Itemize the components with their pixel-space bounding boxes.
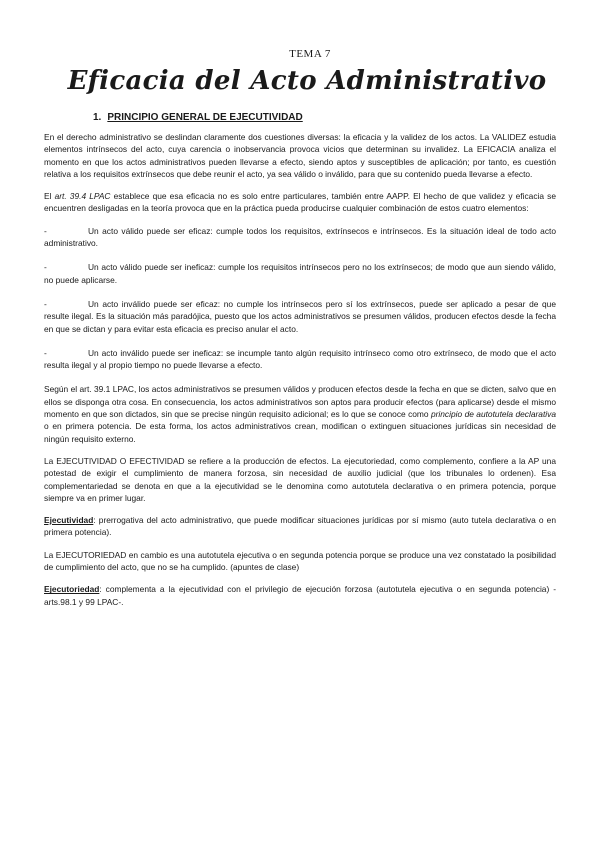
paragraph-text: establece que esa eficacia no es solo entre particulares, también entre AAPP. El hecho de que validez y eficacia se encuentren desligadas en la teoría provoca que en la práctica pueda producirse cualquier combinación de estos cuatro elementos: — [44, 191, 556, 214]
italic-term: principio de autotutela declarativa — [430, 409, 556, 420]
definition-text: : complementa a la ejecutividad con el privilegio de ejecución forzosa (autotutela ejecutiva o en segunda potencia) - arts.98.1 y 99 LPAC-. — [44, 584, 556, 607]
section-number: 1. — [93, 112, 102, 123]
paragraph-text: El — [44, 191, 55, 202]
bullet-dash: - — [44, 225, 47, 236]
bullet-dash: - — [44, 262, 47, 273]
list-item-text: Un acto inválido puede ser eficaz: no cumple los intrínsecos pero sí los extrínsecos, puede ser aplicado a pesar de que resulte ilegal. Es la situación más paradójica, puesto que los actos administrativos se presumen válidos, producen efectos desde la fecha en que se dictan y para evitar esta eficacia es preciso anular el acto. — [44, 298, 556, 334]
paragraph-intro: En el derecho administrativo se deslindan claramente dos cuestiones diversas: la eficacia y la validez de los actos. La VALIDEZ estudia elementos intrínsecos del acto, cuya carencia o inobservancia provoca vicios que determinan su invalidez. La EFICACIA analiza el momento en que los actos administrativos pueden llevarse a efecto, siendo aptos y susceptibles de aplicación; por tanto, es cuestión relativa a los requisitos extrínsecos que debe reunir el acto, ya sea válido o inválido, para que su contenido pueda llevarse a efecto. — [44, 132, 556, 179]
definition-term: Ejecutoriedad — [44, 584, 100, 595]
definition-term: Ejecutividad — [44, 515, 94, 526]
section-heading — [93, 112, 556, 123]
definition-text: : prerrogativa del acto administrativo, que puede modificar situaciones jurídicas por sí mismo (auto tutela declarativa o en primera potencia). — [44, 515, 556, 538]
section-title: PRINCIPIO GENERAL DE EJECUTIVIDAD — [107, 112, 303, 123]
page-title: Eficacia del Acto Administrativo — [67, 66, 547, 96]
list-item — [44, 225, 556, 250]
paragraph-art-39-1 — [44, 383, 556, 444]
paragraph-ejecutoriedad: La EJECUTORIEDAD en cambio es una autotutela ejecutiva o en segunda potencia porque se produce una vez constatado la posibilidad de cumplimiento del acto, que no se ha cumplido. (apuntes de clase) — [44, 549, 556, 573]
article-reference: art. 39.4 LPAC — [54, 191, 111, 202]
list-item — [44, 298, 556, 335]
list-item-text: Un acto válido puede ser ineficaz: cumple los requisitos intrínsecos pero no los extrínsecos; de modo que aun siendo válido, no puede aplicarse. — [44, 262, 556, 285]
bullet-dash: - — [44, 347, 47, 358]
chapter-label: TEMA 7 — [289, 48, 331, 60]
paragraph-art-39-4 — [44, 190, 556, 215]
bullet-dash: - — [44, 298, 47, 309]
paragraph-text: o en primera potencia. De esta forma, los actos administrativos crean, modifican o extinguen situaciones jurídicas sin necesidad de ningún requisito externo. — [44, 421, 556, 444]
paragraph-text: Según el art. 39.1 LPAC, los actos administrativos se presumen válidos y producen efectos desde la fecha en que se dicten, salvo que en ellos se disponga otra cosa. En consecuencia, los actos administrativos son aptos para producir efectos (para aplicarse) desde el mismo momento en que son dictados, sin que se precise ningún requisito adicional; es lo que se conoce como — [44, 384, 556, 420]
definition-ejecutividad — [44, 514, 556, 539]
list-item — [44, 347, 556, 372]
list-item-text: Un acto válido puede ser eficaz: cumple todos los requisitos, extrínsecos e intrínsecos. Es la situación ideal de todo acto administrativo. — [44, 225, 556, 249]
list-item — [44, 261, 556, 286]
paragraph-ejecutividad: La EJECUTIVIDAD O EFECTIVIDAD se refiere a la producción de efectos. La ejecutoriedad, como complemento, confiere a la AP una potestad de exigir el cumplimiento de manera forzosa, sin necesidad de auxilio judicial (que los tribunales lo ordenen). Esa complementariedad se denota en que a la ejecutividad se le denomina como autotutela declarativa o en primera potencia, porque siempre va en primer lugar. — [44, 455, 556, 503]
list-item-text: Un acto inválido puede ser ineficaz: se incumple tanto algún requisito intrínseco como otro extrínseco, de modo que el acto resulta ilegal y al propio tiempo no puede llevarse a efecto. — [44, 347, 556, 371]
definition-ejecutoriedad — [44, 583, 556, 608]
